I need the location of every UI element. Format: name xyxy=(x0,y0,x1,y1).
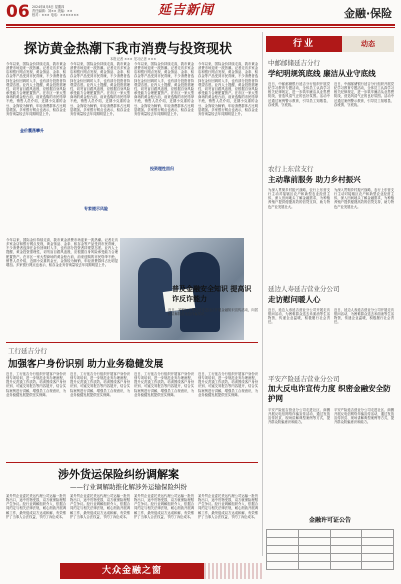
footer-banner: 大众金融之窗 xyxy=(60,563,204,579)
bottom-headline: 涉外货运保险纠纷调解案 xyxy=(58,468,179,481)
article-body: 近日，中邮邮储银行延吉分行组织开展党纪学习教育专题活动，全体员工认真学习相关纪律规定，进一步筑牢廉洁从业思想防线，营造风清气正的良好氛围。活动中还通过案例警示教育，引导员工知敬畏、存戒惧、守底线。 xyxy=(268,82,330,107)
article-body: 某外贸企业委托货运代理公司运输一批货物出口，途中货物受损，双方就保险理赔产生争议。经行业调解组织介入，依据合同约定与相关法律法规，耐心细致开展调解工作，最终促成双方达成和解，有效维护了当事人合法权益，节约了诉讼成本。 xyxy=(6,494,66,519)
main-article-column: 今年以来，国际金价持续走高，我市黄金消费市场迎来一波热潮。记者走访多家金店和银行网点发现，黄金饰品、金条、积存金等产品受到市民青睐，不少消费者选择在金价回调时入手，也有部分投资者持观望态度。业内人士提醒，黄金投资需理性，切勿盲目跟风追涨，应根据自身风险承受能力合理配置资产。在市区一家大型商场的黄金柜台前，前来选购的市民络绎不绝，销售人员介绍，近期小克重的金豆、金饰较为畅销，年轻消费群体占比明显增加。多家银行网点也表示，积存金业务咨询量较去年同期明显上升。 xyxy=(198,62,258,116)
table-row xyxy=(267,554,394,562)
article-body: 为深入贯彻乡村振兴战略，农行上东营支行主动对接辖区农户和新型农业经营主体，深入田间地头了解金融需求，为种植养殖户提供便捷高效的信贷支持，助力特色产业发展壮大。 xyxy=(334,188,394,209)
industry-tag: 动态 xyxy=(342,36,394,52)
issue-meta-line: 责任编辑：刘×× 美编：×× xyxy=(32,9,73,14)
column-divider xyxy=(262,32,263,556)
article-headline: 加大反电诈宣传力度 织密金融安全防护网 xyxy=(268,384,391,403)
article-headline: 主动靠前服务 助力乡村振兴 xyxy=(268,175,361,184)
article-body: 为深入贯彻乡村振兴战略，农行上东营支行主动对接辖区农户和新型农业经营主体，深入田间地头了解金融需求，为种植养殖户提供便捷高效的信贷支持，助力特色产业发展壮大。 xyxy=(268,188,330,209)
header-divider xyxy=(6,24,395,26)
article-body: 平安产险延吉营业分公司走进社区、商圈开展反电信网络诈骗宣传活动，通过发放宣传折页、现场讲解典型案例等方式，提升群众防骗意识和能力。 xyxy=(334,408,394,425)
newspaper-logo: 延吉新闻 xyxy=(158,3,215,18)
main-article-column: 今年以来，国际金价持续走高，我市黄金消费市场迎来一波热潮。记者走访多家金店和银行网点发现，黄金饰品、金条、积存金等产品受到市民青睐，不少消费者选择在金价回调时入手，也有部分投资者持观望态度。业内人士提醒，黄金投资需理性，切勿盲目跟风追涨，应根据自身风险承受能力合理配置资产。在市区一家大型商场的黄金柜台前，前来选购的市民络绎不绝，销售人员介绍，近期小克重的金豆、金饰较为畅销，年轻消费群体占比明显增加。多家银行网点也表示，积存金业务咨询量较去年同期明显上升。 xyxy=(6,62,66,116)
article-kicker: 延边人寿延吉营业分公司 xyxy=(268,285,340,293)
header-divider-thin xyxy=(6,27,395,28)
table-row xyxy=(267,562,394,570)
bottom-subheadline: ——行业调解助推化解涉外运输保险纠纷 xyxy=(70,483,187,491)
article-body: 近日，中邮邮储银行延吉分行组织开展党纪学习教育专题活动，全体员工认真学习相关纪律规定，进一步筑牢廉洁从业思想防线，营造风清气正的良好氛围。活动中还通过案例警示教育，引导员工知敬畏、存戒惧、守底线。 xyxy=(334,82,394,107)
industry-banner xyxy=(266,36,394,52)
article-body: 某外贸企业委托货运代理公司运输一批货物出口，途中货物受损，双方就保险理赔产生争议。经行业调解组织介入，依据合同约定与相关法律法规，耐心细致开展调解工作，最终促成双方达成和解，有效维护了当事人合法权益，节约了诉讼成本。 xyxy=(198,494,258,519)
main-article-continued: 今年以来，国际金价持续走高，我市黄金消费市场迎来一波热潮。记者走访多家金店和银行网点发现，黄金饰品、金条、积存金等产品受到市民青睐，不少消费者选择在金价回调时入手，也有部分投资者持观望态度。业内人士提醒，黄金投资需理性，切勿盲目跟风追涨，应根据自身风险承受能力合理配置资产。在市区一家大型商场的黄金柜台前，前来选购的市民络绎不绝，销售人员介绍，近期小克重的金豆、金饰较为畅销，年轻消费群体占比明显增加。多家银行网点也表示，积存金业务咨询量较去年同期明显上升。 xyxy=(6,238,118,267)
article-body: 近日，延边人寿延吉营业分公司开展走访慰问活动，为困难群众送去米面油等生活物资，传递企业温暖，积极履行社会责任。 xyxy=(334,308,394,325)
article-body: 近日，工行延吉分行组织开展客户身份识别专项培训，进一步规范业务办理流程，提升反洗钱工作质效。培训围绕客户身份识别、可疑交易报告等内容展开，结合实际案例进行讲解，增强员工合规意识，为业务稳健发展提供坚实保障。 xyxy=(70,372,130,397)
footer-banner-pattern xyxy=(204,563,264,579)
article-body: 近日，工行延吉分行组织开展客户身份识别专项培训，进一步规范业务办理流程，提升反洗钱工作质效。培训围绕客户身份识别、可疑交易报告等内容展开，结合实际案例进行讲解，增强员工合规意识，为业务稳健发展提供坚实保障。 xyxy=(134,372,194,397)
article-kicker: 中邮邮储延吉分行 xyxy=(268,59,320,67)
issue-meta-line: 校对：××× 电话：××××××× xyxy=(32,13,79,18)
issue-meta xyxy=(32,5,122,17)
main-article-column: 今年以来，国际金价持续走高，我市黄金消费市场迎来一波热潮。记者走访多家金店和银行网点发现，黄金饰品、金条、积存金等产品受到市民青睐，不少消费者选择在金价回调时入手，也有部分投资者持观望态度。业内人士提醒，黄金投资需理性，切勿盲目跟风追涨，应根据自身风险承受能力合理配置资产。在市区一家大型商场的黄金柜台前，前来选购的市民络绎不绝，销售人员介绍，近期小克重的金豆、金饰较为畅销，年轻消费群体占比明显增加。多家银行网点也表示，积存金业务咨询量较去年同期明显上升。 xyxy=(134,62,194,116)
article-kicker: 工行延吉分行 xyxy=(8,347,47,355)
section-divider xyxy=(6,462,258,463)
main-subheading: 金价震荡攀升 xyxy=(20,128,44,133)
table-row xyxy=(267,530,394,538)
section-divider xyxy=(6,342,258,343)
article-headline: 加强客户身份识别 助力业务稳健发展 xyxy=(8,359,164,370)
article-body: 平安产险延吉营业分公司走进社区、商圈开展反电信网络诈骗宣传活动，通过发放宣传折页、现场讲解典型案例等方式，提升群众防骗意识和能力。 xyxy=(268,408,330,425)
article-headline: 走访慰问暖人心 xyxy=(268,295,321,304)
article-kicker: 平安产险延吉营业分公司 xyxy=(268,375,340,383)
article-body: 近日，延边人寿延吉营业分公司开展走访慰问活动，为困难群众送去米面油等生活物资，传递企业温暖，积极履行社会责任。 xyxy=(268,308,330,325)
main-subheading: 投资理性回归 xyxy=(150,166,174,171)
photo-caption-title: 普及金融安全知识 提高识诈反诈能力 xyxy=(172,285,252,303)
section-title: 金融·保险 xyxy=(344,7,393,20)
article-kicker: 农行上东营支行 xyxy=(268,165,314,173)
main-headline: 探访黄金热潮下我市消费与投资现状 xyxy=(24,42,233,57)
page-number: 06 xyxy=(6,2,30,22)
article-body: 某外贸企业委托货运代理公司运输一批货物出口，途中货物受损，双方就保险理赔产生争议。经行业调解组织介入，依据合同约定与相关法律法规，耐心细致开展调解工作，最终促成双方达成和解，有效维护了当事人合法权益，节约了诉讼成本。 xyxy=(70,494,130,519)
main-subheading: 专家提示风险 xyxy=(84,206,108,211)
article-headline: 学纪明规筑底线 廉洁从业守底线 xyxy=(268,69,376,78)
photo-caption-text: 近日，某银行工作人员走进社区开展金融知识宣传活动，向居民讲解防范电信诈骗常识。 xyxy=(168,308,258,317)
main-article-column: 今年以来，国际金价持续走高，我市黄金消费市场迎来一波热潮。记者走访多家金店和银行网点发现，黄金饰品、金条、积存金等产品受到市民青睐，不少消费者选择在金价回调时入手，也有部分投资者持观望态度。业内人士提醒，黄金投资需理性，切勿盲目跟风追涨，应根据自身风险承受能力合理配置资产。在市区一家大型商场的黄金柜台前，前来选购的市民络绎不绝，销售人员介绍，近期小克重的金豆、金饰较为畅销，年轻消费群体占比明显增加。多家银行网点也表示，积存金业务咨询量较去年同期明显上升。 xyxy=(70,62,130,116)
license-notice xyxy=(266,515,394,577)
article-body: 某外贸企业委托货运代理公司运输一批货物出口，途中货物受损，双方就保险理赔产生争议。经行业调解组织介入，依据合同约定与相关法律法规，耐心细致开展调解工作，最终促成双方达成和解，有效维护了当事人合法权益，节约了诉讼成本。 xyxy=(134,494,194,519)
article-body: 近日，工行延吉分行组织开展客户身份识别专项培训，进一步规范业务办理流程，提升反洗钱工作质效。培训围绕客户身份识别、可疑交易报告等内容展开，结合实际案例进行讲解，增强员工合规意识，为业务稳健发展提供坚实保障。 xyxy=(198,372,258,397)
issue-meta-line: 2024年8月8日 星期四 xyxy=(32,5,65,9)
article-body: 近日，工行延吉分行组织开展客户身份识别专项培训，进一步规范业务办理流程，提升反洗钱工作质效。培训围绕客户身份识别、可疑交易报告等内容展开，结合实际案例进行讲解，增强员工合规意识，为业务稳健发展提供坚实保障。 xyxy=(6,372,66,397)
main-byline: 本报记者 ××× 见习记者 ××× xyxy=(110,57,157,61)
table-row xyxy=(267,546,394,554)
table-row xyxy=(267,538,394,546)
industry-label: 行业 xyxy=(266,36,342,52)
license-table xyxy=(266,529,394,570)
license-notice-title: 金融许可证公告 xyxy=(308,517,351,524)
